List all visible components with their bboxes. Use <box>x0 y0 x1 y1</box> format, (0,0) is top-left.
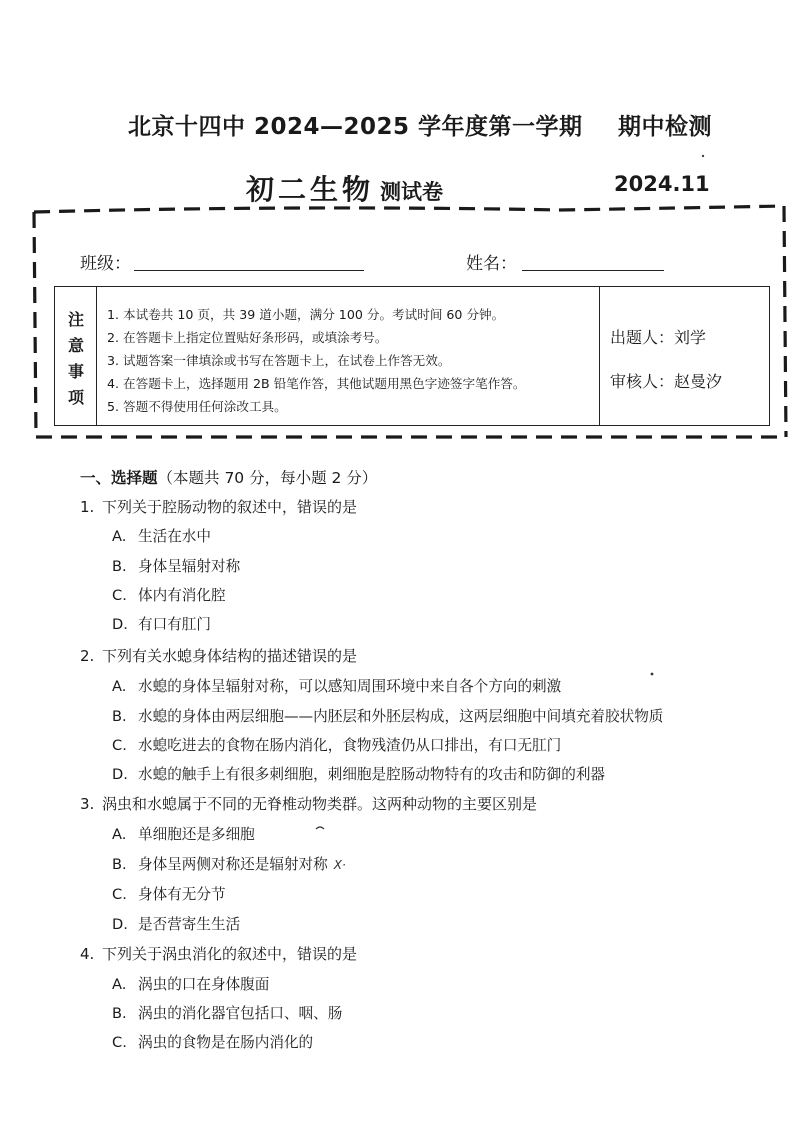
option-text: 水螅的身体由两层细胞——内胚层和外胚层构成，这两层细胞中间填充着胶状物质 <box>138 708 664 725</box>
notice-heading-char: 项 <box>67 388 84 407</box>
school-term-title: 北京十四中 2024—2025 学年度第一学期 <box>128 114 583 140</box>
option-letter: D. <box>112 916 128 933</box>
option-letter: C. <box>112 737 127 754</box>
handwritten-mark: X· <box>333 858 346 872</box>
notice-item: 2. 在答题卡上指定位置贴好条形码，或填涂考号。 <box>107 330 388 345</box>
option-letter: B. <box>112 1005 127 1022</box>
exam-type: 期中检测 <box>618 114 712 140</box>
option-text: 单细胞还是多细胞 <box>138 826 255 843</box>
setter-label: 出题人：刘学 <box>610 328 707 347</box>
reviewer-label: 审核人：赵曼汐 <box>610 372 723 391</box>
option-letter: C. <box>112 587 127 604</box>
name-label: 姓名： <box>466 254 517 274</box>
question-text: 涡虫和水螅属于不同的无脊椎动物类群。这两种动物的主要区别是 <box>102 795 538 813</box>
option-letter: B. <box>112 708 127 725</box>
option-text: 身体呈两侧对称还是辐射对称 <box>138 856 328 873</box>
option-letter: B. <box>112 856 127 873</box>
subject-title: 初二生物 <box>246 173 375 206</box>
class-label: 班级： <box>80 254 131 274</box>
notice-item: 4. 在答题卡上，选择题用 2B 铅笔作答，其他试题用黑色字迹签字笔作答。 <box>107 376 526 391</box>
section-heading: 一、选择题 <box>80 469 158 487</box>
question-number: 3. <box>80 795 95 813</box>
question-text: 下列关于涡虫消化的叙述中，错误的是 <box>102 945 358 963</box>
option-letter: A. <box>112 976 127 993</box>
option-letter: A. <box>112 678 127 695</box>
question-number: 1. <box>80 498 95 516</box>
question-text: 下列有关水螅身体结构的描述错误的是 <box>102 647 358 665</box>
option-text: 有口有肛门 <box>138 616 211 633</box>
option-text: 水螅吃进去的食物在肠内消化，食物残渣仍从口排出，有口无肛门 <box>138 737 562 754</box>
option-text: 生活在水中 <box>138 528 211 545</box>
option-text: 水螅的触手上有很多刺细胞，刺细胞是腔肠动物特有的攻击和防御的利器 <box>138 766 606 783</box>
question-text: 下列关于腔肠动物的叙述中，错误的是 <box>102 498 358 516</box>
option-letter: D. <box>112 766 128 783</box>
option-letter: A. <box>112 528 127 545</box>
paper-label: 测试卷 <box>380 180 444 204</box>
option-letter: D. <box>112 616 128 633</box>
option-text: 涡虫的口在身体腹面 <box>138 976 270 993</box>
option-text: 水螅的身体呈辐射对称，可以感知周围环境中来自各个方向的刺激 <box>138 678 562 695</box>
notice-item: 3. 试题答案一律填涂或书写在答题卡上，在试卷上作答无效。 <box>107 353 451 368</box>
option-letter: B. <box>112 558 127 575</box>
question-number: 4. <box>80 945 95 963</box>
option-letter: C. <box>112 886 127 903</box>
notice-heading-char: 注 <box>67 310 84 329</box>
option-text: 体内有消化腔 <box>138 587 226 604</box>
option-text: 身体有无分节 <box>138 886 226 903</box>
notice-item: 1. 本试卷共 10 页，共 39 道小题，满分 100 分。考试时间 60 分钟。 <box>107 307 505 322</box>
option-text: 是否营寄生生活 <box>138 916 241 933</box>
question-number: 2. <box>80 647 95 665</box>
notice-heading-char: 事 <box>67 362 84 381</box>
notice-heading-char: 意 <box>67 336 84 355</box>
option-text: 身体呈辐射对称 <box>138 558 241 575</box>
option-text: 涡虫的消化器官包括口、咽、肠 <box>138 1005 343 1022</box>
option-letter: A. <box>112 826 127 843</box>
notice-item: 5. 答题不得使用任何涂改工具。 <box>107 399 287 414</box>
exam-date: 2024.11 <box>614 172 710 196</box>
section-note: （本题共 70 分，每小题 2 分） <box>157 469 378 487</box>
option-letter: C. <box>112 1034 127 1051</box>
option-text: 涡虫的食物是在肠内消化的 <box>138 1034 314 1051</box>
